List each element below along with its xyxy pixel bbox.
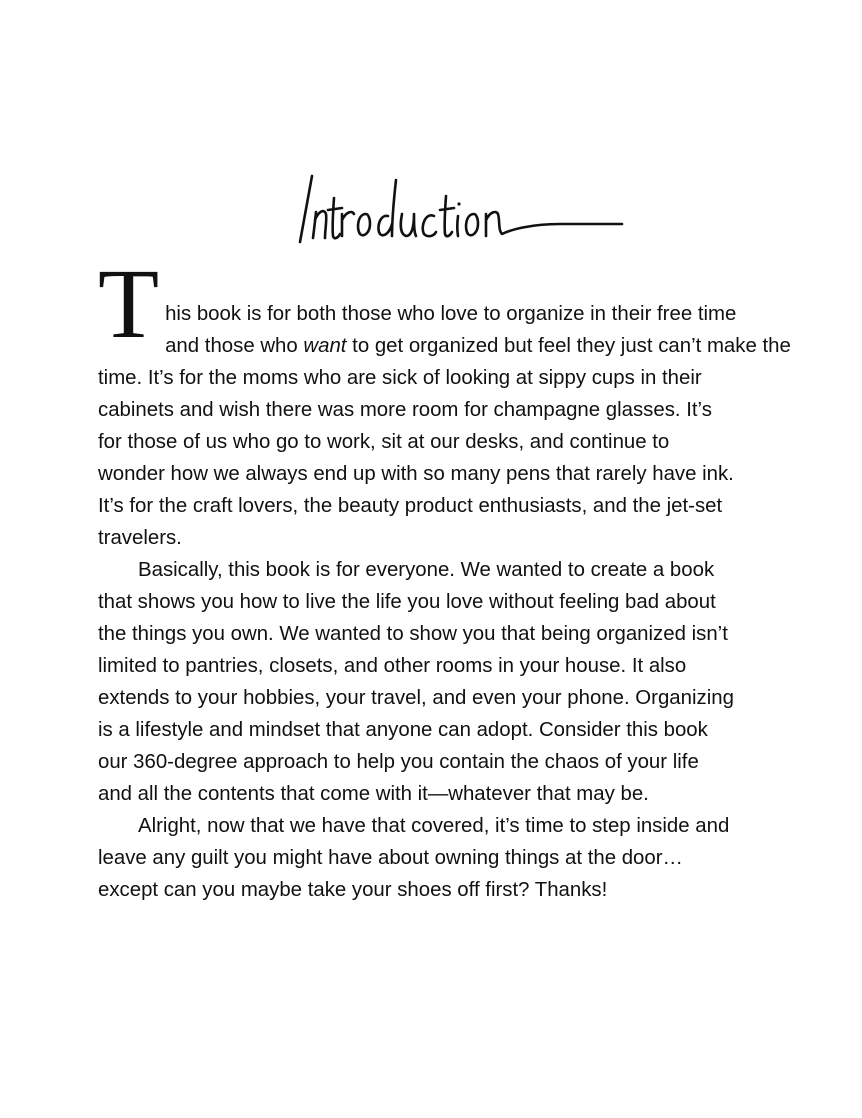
paragraph-2-line: is a lifestyle and mindset that anyone can adopt. Consider this book [98,719,708,741]
paragraph-3-line: leave any guilt you might have about owning things at the door… [98,847,683,869]
paragraph-2-line: that shows you how to live the life you love without feeling bad about [98,591,716,613]
paragraph-1-line: travelers. [98,527,182,549]
paragraph-2-line: extends to your hobbies, your travel, and even your phone. Organizing [98,687,734,709]
paragraph-1-line: cabinets and wish there was more room for champagne glasses. It’s [98,399,712,421]
paragraph-2-line: limited to pantries, closets, and other rooms in your house. It also [98,655,687,677]
paragraph-2 [98,554,766,810]
paragraph-3-line: Alright, now that we have that covered, it’s time to step inside and [138,815,730,837]
paragraph-1-line: It’s for the craft lovers, the beauty product enthusiasts, and the jet-set [98,495,723,517]
drop-cap: T [98,248,160,359]
paragraph-1-line: wonder how we always end up with so many pens that rarely have ink. [98,463,734,485]
paragraph-3-line: except can you maybe take your shoes off first? Thanks! [98,879,608,901]
paragraph-3 [98,810,766,906]
paragraph-1-line: his book is for both those who love to organize in their free time [165,303,737,325]
paragraph-1-line: time. It’s for the moms who are sick of looking at sippy cups in their [98,367,702,389]
text-run: and those who [165,335,304,357]
intro-body [98,248,791,906]
paragraph-1-line [98,330,791,362]
paragraph-2-line: the things you own. We wanted to show you that being organized isn’t [98,623,728,645]
paragraph-2-line: Basically, this book is for everyone. We wanted to create a book [138,559,715,581]
paragraph-1 [98,248,791,554]
chapter-title [290,168,630,252]
chapter-title-script [290,168,630,252]
emphasized-word: want [303,335,347,357]
text-run: to get organized but feel they just can’t make the [346,335,791,357]
paragraph-2-line: our 360-degree approach to help you contain the chaos of your life [98,751,699,773]
paragraph-1-line: for those of us who go to work, sit at our desks, and continue to [98,431,670,453]
paragraph-2-line: and all the contents that come with it—whatever that may be. [98,783,649,805]
